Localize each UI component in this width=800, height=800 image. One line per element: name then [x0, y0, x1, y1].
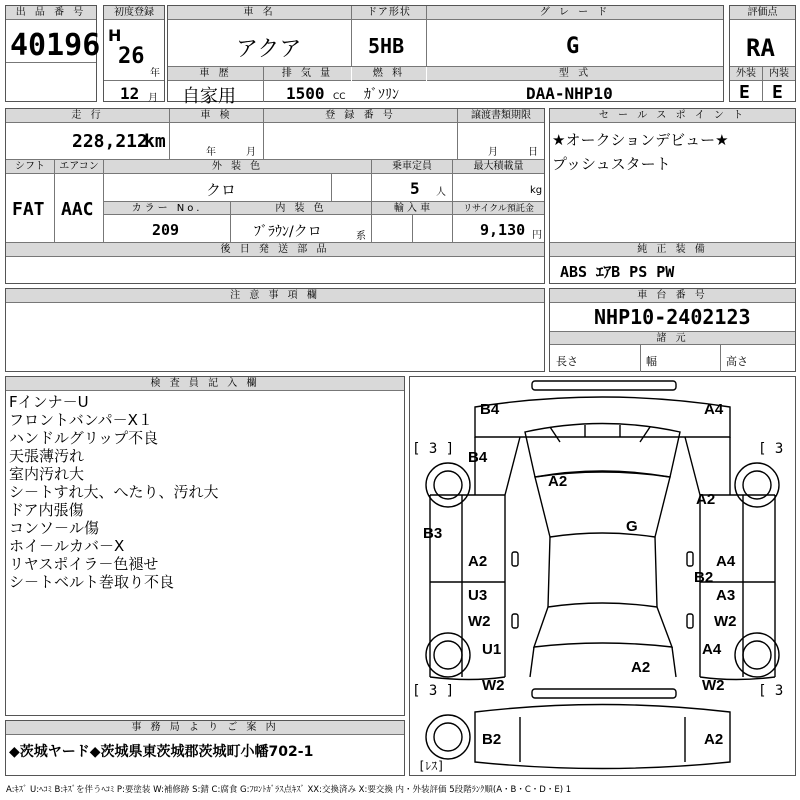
year-unit: 年: [150, 68, 160, 79]
chassis-box: [549, 288, 796, 372]
office-box: [5, 720, 405, 776]
history-label: 車 歴: [168, 67, 263, 81]
transfer-day-unit: 日: [528, 147, 538, 158]
chassis-label: 車 台 番 号: [550, 289, 795, 303]
car-info-box: [167, 5, 724, 107]
inspector-note: フロントバンパ－X１: [9, 411, 153, 429]
inspection-month-unit: 月: [246, 147, 256, 158]
spec-label: 諸 元: [550, 331, 795, 345]
damage-mark: A4: [702, 641, 722, 658]
ext-color-label: 外 装 色: [104, 160, 371, 174]
spare-tire-label: [ﾚｽ]: [418, 759, 445, 773]
fuel-label: 燃 料: [352, 67, 426, 81]
damage-mark: A2: [548, 473, 568, 490]
era: H: [108, 26, 122, 45]
lot-label: 出 品 番 号: [6, 6, 96, 20]
color-no: 209: [152, 221, 180, 239]
equipment-value: ABS ｴｱB PS PW: [560, 263, 675, 281]
car-diagram: [409, 376, 796, 776]
int-color-label: 内 装 色: [231, 201, 371, 215]
ac-label: エアコン: [55, 160, 103, 174]
transfer-month-unit: 月: [488, 147, 498, 158]
damage-mark: B2: [694, 569, 714, 586]
mileage-label: 走 行: [6, 109, 169, 123]
height-label: 高さ: [726, 355, 748, 368]
inspector-note: シ－トすれ大、へたり、汚れ大: [9, 483, 219, 501]
import-label: 輸 入 車: [372, 201, 452, 215]
damage-mark: W2: [714, 613, 737, 630]
reg-no-label: 登 録 番 号: [264, 109, 457, 123]
tire-fr-score: [ 3: [758, 441, 784, 457]
inspection-label: 車 検: [170, 109, 263, 123]
sales-point-label: セ ー ル ス ポ イ ン ト: [550, 109, 795, 123]
damage-mark: A4: [704, 401, 724, 418]
inspector-note: 天張薄汚れ: [9, 447, 85, 465]
first-reg-box: [103, 5, 165, 102]
inspector-label: 検 査 員 記 入 欄: [6, 377, 404, 391]
length-label: 長さ: [556, 355, 578, 368]
damage-mark: A2: [704, 731, 724, 748]
max-load-label: 最大積載量: [453, 160, 544, 174]
vehicle-details-box: [5, 108, 545, 284]
sales-point-box: [549, 108, 796, 284]
score: RA: [746, 34, 775, 62]
sales-point-line-2: プッシュスタート: [552, 155, 671, 173]
inspector-note: 室内汚れ大: [9, 465, 85, 483]
damage-mark: A2: [696, 491, 716, 508]
damage-mark: A4: [716, 553, 736, 570]
month: 12: [120, 84, 140, 103]
car-name-label: 車 名: [168, 6, 351, 20]
displacement: 1500: [286, 84, 325, 103]
first-reg-label: 初度登録: [104, 6, 164, 20]
shift: FAT: [12, 199, 45, 220]
tire-fl-score: [ 3 ]: [412, 441, 455, 457]
car-outline-diagram: [410, 377, 795, 775]
int-color: ﾌﾞﾗｳﾝ/クロ: [254, 224, 322, 240]
damage-mark: U3: [468, 587, 488, 604]
interior-label: 内装: [763, 67, 795, 81]
score-box: [729, 5, 796, 102]
ext-color: クロ: [206, 181, 237, 199]
displacement-label: 排 気 量: [264, 67, 351, 81]
inspector-note: リヤスポイラ－色褪せ: [9, 555, 159, 573]
later-parts-label: 後 日 発 送 部 品: [6, 243, 544, 257]
transfer-label: 譲渡書類期限: [458, 109, 544, 123]
door-label: ドア形状: [352, 6, 426, 20]
inspector-note: ハンドルグリップ不良: [9, 429, 159, 447]
damage-mark: U1: [482, 641, 502, 658]
year: 26: [118, 44, 145, 69]
lot-number: 40196: [10, 28, 101, 63]
damage-mark: W2: [468, 613, 491, 630]
interior-score: E: [772, 82, 783, 103]
office-label: 事 務 局 よ り ご 案 内: [6, 721, 404, 735]
damage-mark: A3: [716, 587, 736, 604]
month-unit: 月: [148, 93, 158, 104]
exterior-score: E: [739, 82, 750, 103]
mileage-unit: km: [144, 131, 166, 152]
door: 5HB: [368, 34, 405, 58]
history: 自家用: [182, 86, 236, 107]
max-load-unit: kg: [530, 185, 543, 196]
damage-mark: A2: [631, 659, 651, 676]
ac: AAC: [61, 199, 94, 220]
mileage: 228,212: [72, 131, 148, 152]
capacity-unit: 人: [436, 187, 446, 198]
damage-mark: B3: [423, 525, 443, 542]
grade-label: グ レ ー ド: [427, 6, 723, 20]
grade: G: [566, 34, 580, 59]
inspector-note: シ－トベルト巻取り不良: [9, 573, 175, 591]
inspector-note: ドア内張傷: [9, 501, 84, 519]
inspector-note: コンソ－ル傷: [9, 519, 100, 537]
inspector-box: [5, 376, 405, 716]
recycle: 9,130: [480, 221, 526, 239]
score-label: 評価点: [730, 6, 795, 20]
tire-rr-score: [ 3: [758, 683, 784, 699]
damage-mark: G: [626, 518, 638, 535]
chassis-number: NHP10-2402123: [594, 305, 751, 329]
damage-mark: B4: [468, 449, 488, 466]
lot-box: [5, 5, 101, 102]
tire-rl-score: [ 3 ]: [412, 683, 455, 699]
sales-point-line-1: ★オークションデビュー★: [552, 131, 729, 149]
recycle-label: リサイクル預託金: [453, 201, 544, 215]
exterior-label: 外装: [730, 67, 762, 81]
damage-mark: W2: [702, 677, 725, 694]
inspector-note: ホイ－ルカバ－X: [9, 537, 125, 555]
equipment-label: 純 正 装 備: [550, 243, 795, 257]
recycle-unit: 円: [532, 230, 542, 241]
color-no-label: カラー No.: [104, 201, 230, 215]
damage-legend: A:ｷｽﾞ U:ﾍｺﾐ B:ｷｽﾞを伴うﾍｺﾐ P:要塗装 W:補修跡 S:錆 C:腐食 G:ﾌﾛﾝﾄｶﾞﾗｽ点ｷｽﾞ XX:交換済み X:要交換 内・外装評価 5段階ﾗﾝｸ順(A・B・C・D・E) 1: [6, 785, 572, 795]
caution-box: [5, 288, 545, 372]
model-label: 型 式: [427, 67, 723, 81]
capacity-label: 乗車定員: [372, 160, 452, 174]
inspection-year-unit: 年: [206, 147, 216, 158]
car-name: アクア: [236, 37, 302, 62]
damage-mark: A2: [468, 553, 488, 570]
int-color-unit: 系: [356, 231, 366, 242]
inspector-note: Fインナ－U: [9, 393, 89, 411]
fuel: ｶﾞｿﾘﾝ: [364, 87, 399, 103]
shift-label: シフト: [6, 160, 54, 174]
capacity: 5: [410, 179, 420, 198]
width-label: 幅: [646, 355, 657, 368]
damage-mark: B2: [482, 731, 502, 748]
caution-label: 注 意 事 項 欄: [6, 289, 544, 303]
displacement-unit: CC: [333, 92, 346, 102]
damage-mark: W2: [482, 677, 505, 694]
damage-mark: B4: [480, 401, 500, 418]
office-text: ◆茨城ヤード◆茨城県東茨城郡茨城町小幡702-1: [9, 744, 314, 760]
model: DAA-NHP10: [526, 84, 613, 103]
